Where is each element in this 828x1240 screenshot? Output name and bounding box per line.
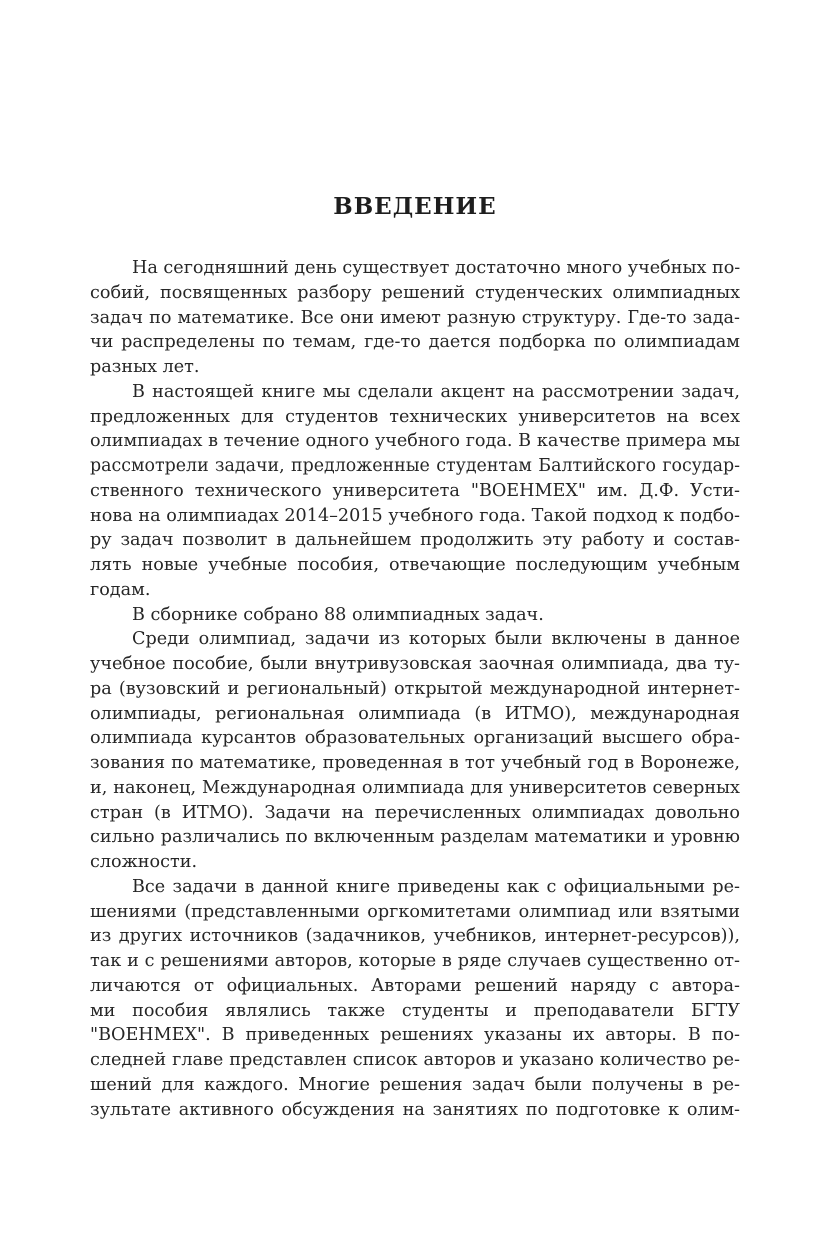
page-title: ВВЕДЕНИЕ bbox=[333, 193, 497, 220]
text-line: ру задач позволит в дальнейшем продолжить эту работу и состав- bbox=[90, 530, 740, 551]
text-line: На сегодняшний день существует достаточно много учебных по- bbox=[132, 258, 741, 278]
text-line: олимпиады, региональная олимпиада (в ИТМО), международная bbox=[90, 703, 740, 724]
text-line: олимпиада курсантов образовательных организаций высшего обра- bbox=[90, 728, 740, 749]
text-line: сильно различались по включенным разделам математики и уровню bbox=[90, 827, 740, 848]
text-line: Среди олимпиад, задачи из которых были включены в данное bbox=[132, 629, 740, 650]
text-line: ми пособия являлись также студенты и преподаватели БГТУ bbox=[90, 1000, 740, 1021]
paragraph-3 bbox=[90, 603, 740, 628]
text-line: шений для каждого. Многие решения задач были получены в ре- bbox=[90, 1074, 740, 1095]
text-line: зультате активного обсуждения на занятиях по подготовке к олим- bbox=[90, 1099, 740, 1120]
text-line: собий, посвященных разбору решений студенческих олимпиадных bbox=[90, 282, 740, 303]
text-line: чи распределены по темам, где-то дается подборка по олимпиадам bbox=[90, 332, 740, 353]
paragraph-2 bbox=[90, 380, 740, 603]
text-line: ра (вузовский и региональный) открытой международной интернет- bbox=[90, 678, 740, 699]
text-line: из других источников (задачников, учебников, интернет-ресурсов)), bbox=[90, 926, 740, 947]
text-line: так и с решениями авторов, которые в ряде случаев существенно от- bbox=[90, 951, 740, 971]
text-line: стран (в ИТМО). Задачи на перечисленных олимпиадах довольно bbox=[90, 802, 740, 823]
text-line: предложенных для студентов технических университетов на всех bbox=[90, 406, 740, 427]
body-text bbox=[90, 256, 740, 1122]
text-line: и, наконец, Международная олимпиада для университетов северных bbox=[90, 777, 740, 798]
text-line: учебное пособие, были внутривузовская заочная олимпиада, два ту- bbox=[90, 654, 740, 674]
text-line: разных лет. bbox=[90, 357, 200, 377]
text-line: олимпиадах в течение одного учебного года. В качестве примера мы bbox=[90, 431, 740, 452]
text-line: личаются от официальных. Авторами решений наряду с автора- bbox=[90, 975, 740, 996]
paragraph-5 bbox=[90, 875, 740, 1123]
paragraph-1 bbox=[90, 256, 740, 380]
text-line: задач по математике. Все они имеют разную структуру. Где-то зада- bbox=[90, 307, 740, 328]
text-line: ственного технического университета "ВОЕНМЕХ" им. Д.Ф. Усти- bbox=[90, 480, 740, 501]
text-line: зования по математике, проведенная в тот учебный год в Воронеже, bbox=[90, 753, 740, 773]
text-line: нова на олимпиадах 2014–2015 учебного года. Такой подход к подбо- bbox=[90, 505, 740, 526]
text-line: годам. bbox=[90, 579, 151, 600]
text-line: В настоящей книге мы сделали акцент на рассмотрении задач, bbox=[132, 381, 740, 402]
text-line: рассмотрели задачи, предложенные студентам Балтийского государ- bbox=[90, 456, 740, 476]
text-line: следней главе представлен список авторов и указано количество ре- bbox=[90, 1050, 740, 1070]
text-line: "ВОЕНМЕХ". В приведенных решениях указаны их авторы. В по- bbox=[90, 1025, 740, 1046]
text-line: лять новые учебные пособия, отвечающие последующим учебным bbox=[90, 555, 740, 575]
document-page bbox=[90, 0, 740, 1240]
text-line: Все задачи в данной книге приведены как с официальными ре- bbox=[132, 876, 740, 897]
text-line: шениями (представленными оргкомитетами олимпиад или взятыми bbox=[90, 901, 740, 922]
text-line: В сборнике собрано 88 олимпиадных задач. bbox=[132, 604, 544, 625]
text-line: сложности. bbox=[90, 852, 198, 872]
paragraph-4 bbox=[90, 627, 740, 875]
